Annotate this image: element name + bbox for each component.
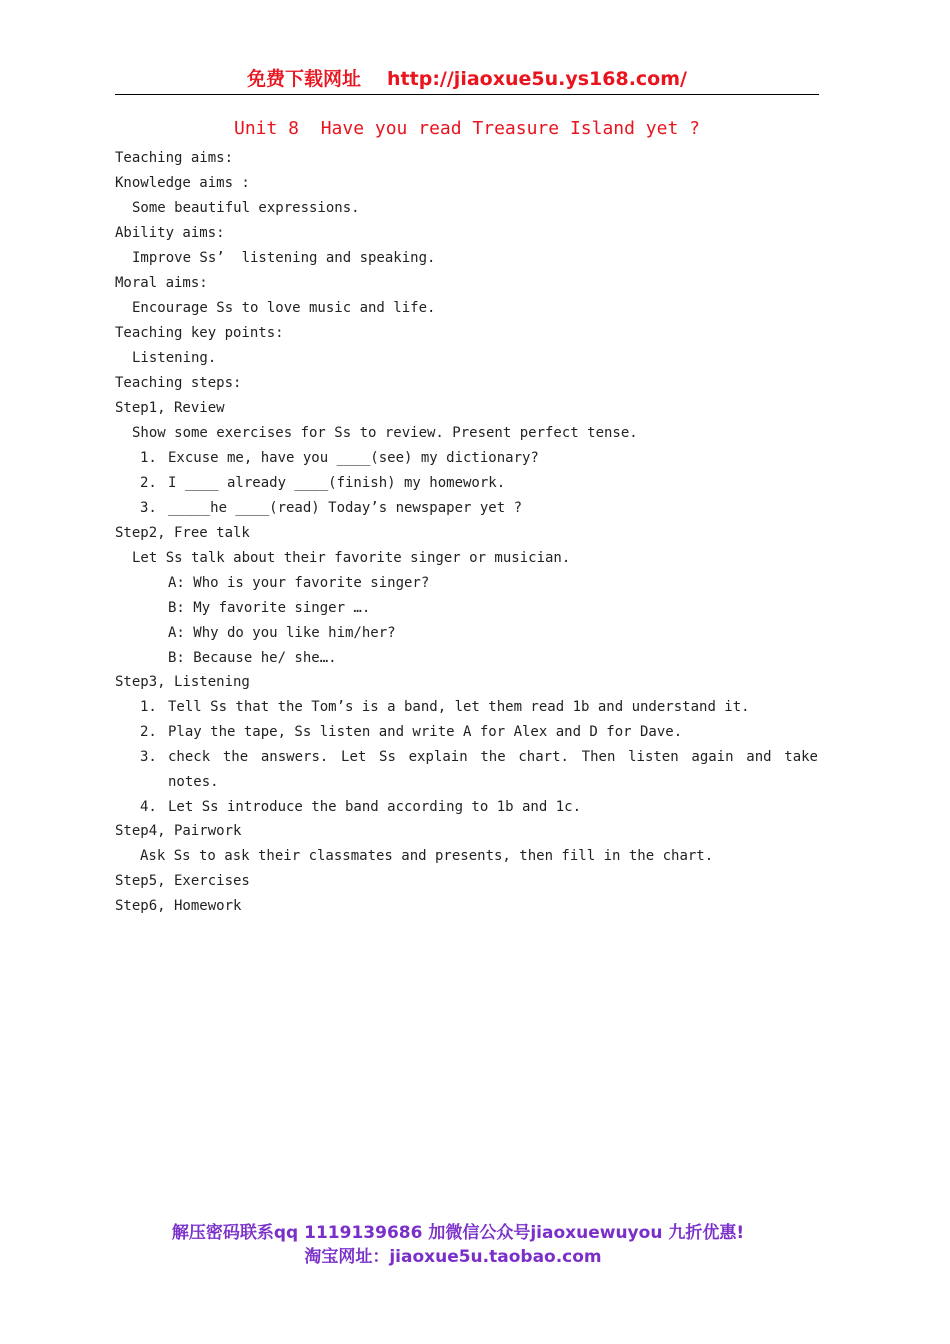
step1-item-text: I ____ already ____(finish) my homework. <box>168 475 506 491</box>
step1-item-number: 2. <box>140 475 157 491</box>
step4-text: Ask Ss to ask their classmates and presents, then fill in the chart. <box>140 848 714 864</box>
teaching-aims-heading: Teaching aims: <box>115 150 234 166</box>
moral-aims-text: Encourage Ss to love music and life. <box>132 300 436 316</box>
header-label: 免费下载网址 <box>247 68 362 90</box>
step3-item-text: Play the tape, Ss listen and write A for Alex and D for Dave. <box>168 724 683 740</box>
step3-item-number: 3. <box>140 749 157 765</box>
page-title: Unit 8 Have you read Treasure Island yet ? <box>234 118 700 139</box>
step1-item-number: 1. <box>140 450 157 466</box>
step6-heading: Step6, Homework <box>115 898 242 914</box>
step1-intro: Show some exercises for Ss to review. Present perfect tense. <box>132 425 638 441</box>
knowledge-aims-text: Some beautiful expressions. <box>132 200 360 216</box>
dialogue-line: A: Why do you like him/her? <box>168 625 396 641</box>
teaching-steps-heading: Teaching steps: <box>115 375 242 391</box>
step1-item-text: Excuse me, have you ____(see) my dictionary? <box>168 450 539 466</box>
header-divider <box>115 94 819 95</box>
step1-heading: Step1, Review <box>115 400 225 416</box>
step3-item-number: 2. <box>140 724 157 740</box>
knowledge-aims-heading: Knowledge aims : <box>115 175 250 191</box>
step3-heading: Step3, Listening <box>115 674 250 690</box>
ability-aims-text: Improve Ss’ listening and speaking. <box>132 250 436 266</box>
footer-shop-url[interactable]: 淘宝网址：jiaoxue5u.taobao.com <box>304 1247 602 1267</box>
download-header <box>115 64 819 91</box>
step3-item-text: Let Ss introduce the band according to 1b and 1c. <box>168 799 582 815</box>
step3-item-text: Tell Ss that the Tom’s is a band, let them read 1b and understand it. <box>168 699 750 715</box>
key-points-text: Listening. <box>132 350 217 366</box>
footer-contact: 解压密码联系qq 1119139686 加微信公众号jiaoxuewuyou 九折优惠! <box>171 1223 745 1243</box>
step5-heading: Step5, Exercises <box>115 873 250 889</box>
ability-aims-heading: Ability aims: <box>115 225 225 241</box>
step2-intro: Let Ss talk about their favorite singer or musician. <box>132 550 571 566</box>
step2-heading: Step2, Free talk <box>115 525 250 541</box>
step1-item-number: 3. <box>140 500 157 516</box>
step3-item-number: 4. <box>140 799 157 815</box>
header-url[interactable]: http://jiaoxue5u.ys168.com/ <box>387 68 687 90</box>
step1-item-text: _____he ____(read) Today’s newspaper yet ? <box>168 500 523 516</box>
step3-item-number: 1. <box>140 699 157 715</box>
step3-item-text: check the answers. Let Ss explain the chart. Then listen again and take <box>168 749 818 765</box>
step4-heading: Step4, Pairwork <box>115 823 242 839</box>
dialogue-line: B: Because he/ she…. <box>168 650 337 666</box>
key-points-heading: Teaching key points: <box>115 325 284 341</box>
dialogue-line: A: Who is your favorite singer? <box>168 575 430 591</box>
moral-aims-heading: Moral aims: <box>115 275 208 291</box>
step3-item-continuation: notes. <box>168 774 219 790</box>
dialogue-line: B: My favorite singer …. <box>168 600 371 616</box>
